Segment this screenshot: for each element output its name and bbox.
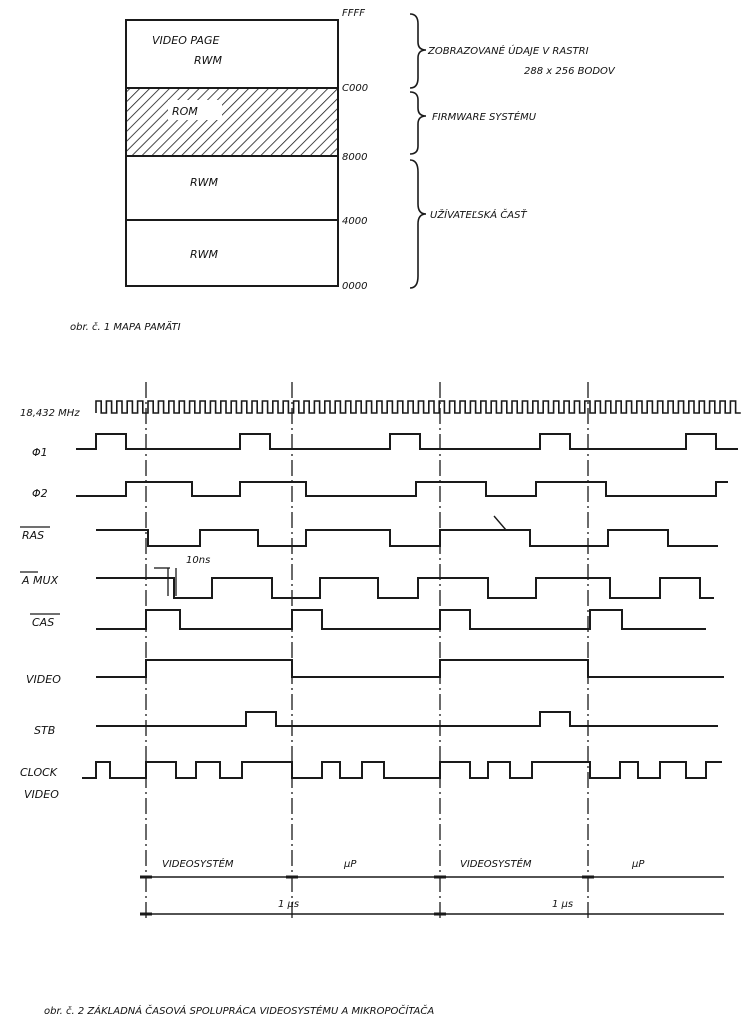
address-label: 8000 — [342, 152, 368, 163]
memory-map — [126, 20, 338, 286]
memory-block-rom — [126, 88, 338, 156]
timing-diagram — [76, 382, 741, 920]
signal-label-video: VIDEO — [26, 673, 61, 686]
waveform-clock-video — [82, 762, 722, 778]
period-label: 1 μs — [278, 899, 300, 910]
figure-caption-1: obr. č. 1 MAPA PAMÄTI — [70, 322, 181, 333]
signal-label-clock: 18,432 MHz — [20, 408, 80, 419]
memory-block-video-page — [126, 20, 338, 88]
signal-label-stb: STB — [34, 724, 56, 737]
delay-label: 10ns — [186, 555, 211, 566]
waveform-amux — [96, 578, 714, 598]
memory-annotation: UŽÍVATEĽSKÁ ČASŤ — [430, 210, 527, 221]
address-label: 0000 — [342, 281, 368, 292]
signal-label-clock-video: CLOCK VIDEO — [20, 766, 59, 801]
signal-label-phi1: Φ1 — [32, 446, 48, 459]
memory-block-sublabel: RWM — [194, 54, 223, 67]
period-label: 1 μs — [552, 899, 574, 910]
address-label: FFFF — [342, 8, 366, 19]
memory-annotation: FIRMWARE SYSTÉMU — [432, 112, 537, 123]
memory-block-label: RWM — [190, 176, 219, 189]
address-label: C000 — [342, 83, 369, 94]
signal-label-cas: CAS — [32, 616, 55, 629]
address-label: 4000 — [342, 216, 368, 227]
waveform-stb — [96, 712, 718, 726]
memory-block-rwm-lower — [126, 220, 338, 286]
annotation-braces — [410, 14, 426, 288]
signal-label-ras: RAS — [22, 529, 45, 542]
phase-label: μP — [344, 859, 357, 870]
memory-block-label: ROM — [172, 105, 198, 118]
scan-mark — [494, 516, 506, 530]
signal-label-amux: A MUX — [22, 574, 59, 587]
waveform-18mhz — [96, 401, 741, 413]
memory-block-label: RWM — [190, 248, 219, 261]
memory-annotation-sub: 288 x 256 BODOV — [524, 66, 615, 77]
figure-caption-2: obr. č. 2 ZÁKLADNÁ ČASOVÁ SPOLUPRÁCA VIDEOSYSTÉMU A MIKROPOČÍTAČA — [44, 1006, 435, 1017]
memory-block-rwm-upper — [126, 156, 338, 220]
waveform-phi2 — [76, 482, 728, 496]
phase-label: VIDEOSYSTÉM — [460, 859, 532, 870]
waveform-ras — [96, 530, 718, 546]
phase-label: μP — [632, 859, 645, 870]
signal-label-phi2: Φ2 — [32, 487, 48, 500]
memory-block-label: VIDEO PAGE — [152, 34, 220, 47]
memory-annotation: ZOBRAZOVANÉ ÚDAJE V RASTRI — [428, 46, 589, 57]
phase-label: VIDEOSYSTÉM — [162, 859, 234, 870]
waveform-phi1 — [76, 434, 738, 449]
waveform-video — [96, 660, 724, 677]
waveform-cas — [96, 610, 706, 629]
